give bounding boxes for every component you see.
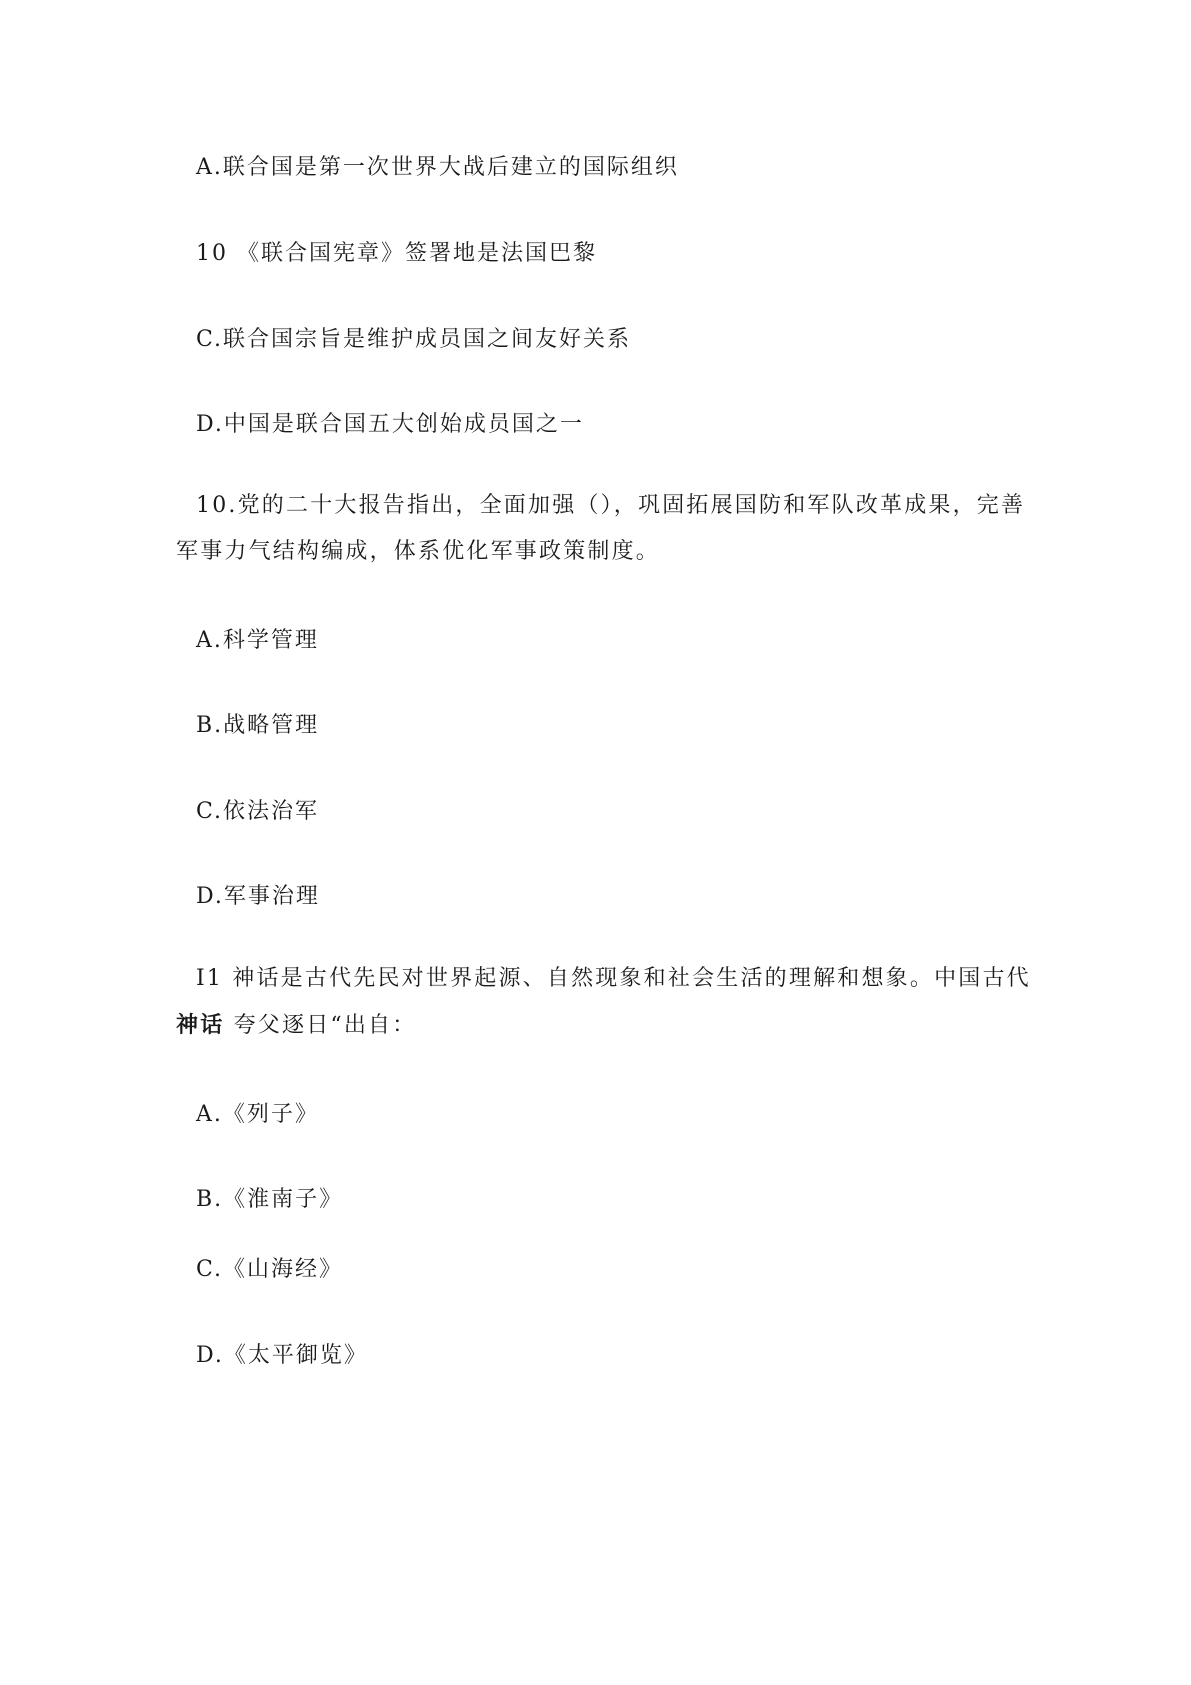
question-11-stem-bold: 神话 — [176, 1012, 225, 1038]
question-10-option-d: D.军事治理 — [196, 884, 320, 909]
question-11-stem — [176, 956, 1036, 1049]
question-11-stem-part1: I1 神话是古代先民对世界起源、自然现象和社会生活的理解和想象。中国古代 — [196, 966, 1031, 991]
question-11-option-c: C.《山海经》 — [196, 1257, 344, 1282]
question-10-option-b: B.战略管理 — [196, 713, 320, 738]
question-11-option-b: B.《淮南子》 — [196, 1187, 344, 1212]
option-d-prev: D.中国是联合国五大创始成员国之一 — [196, 412, 584, 437]
question-11-option-a: A.《列子》 — [196, 1102, 319, 1127]
option-a-prev: A.联合国是第一次世界大战后建立的国际组织 — [196, 155, 679, 180]
question-10-option-a: A.科学管理 — [196, 628, 319, 653]
question-11-stem-part2: 夸父逐日“出自： — [224, 1013, 417, 1038]
option-b-prev: 10 《联合国宪章》签署地是法国巴黎 — [196, 241, 597, 266]
option-c-prev: C.联合国宗旨是维护成员国之间友好关系 — [196, 327, 632, 352]
question-10-stem: 10.党的二十大报告指出，全面加强（），巩固拓展国防和军队改革成果，完善军事力气结构编成，体系优化军事政策制度。 — [176, 493, 1026, 564]
question-10-option-c: C.依法治军 — [196, 799, 320, 824]
question-11-option-d: D.《太平御览》 — [196, 1343, 368, 1368]
